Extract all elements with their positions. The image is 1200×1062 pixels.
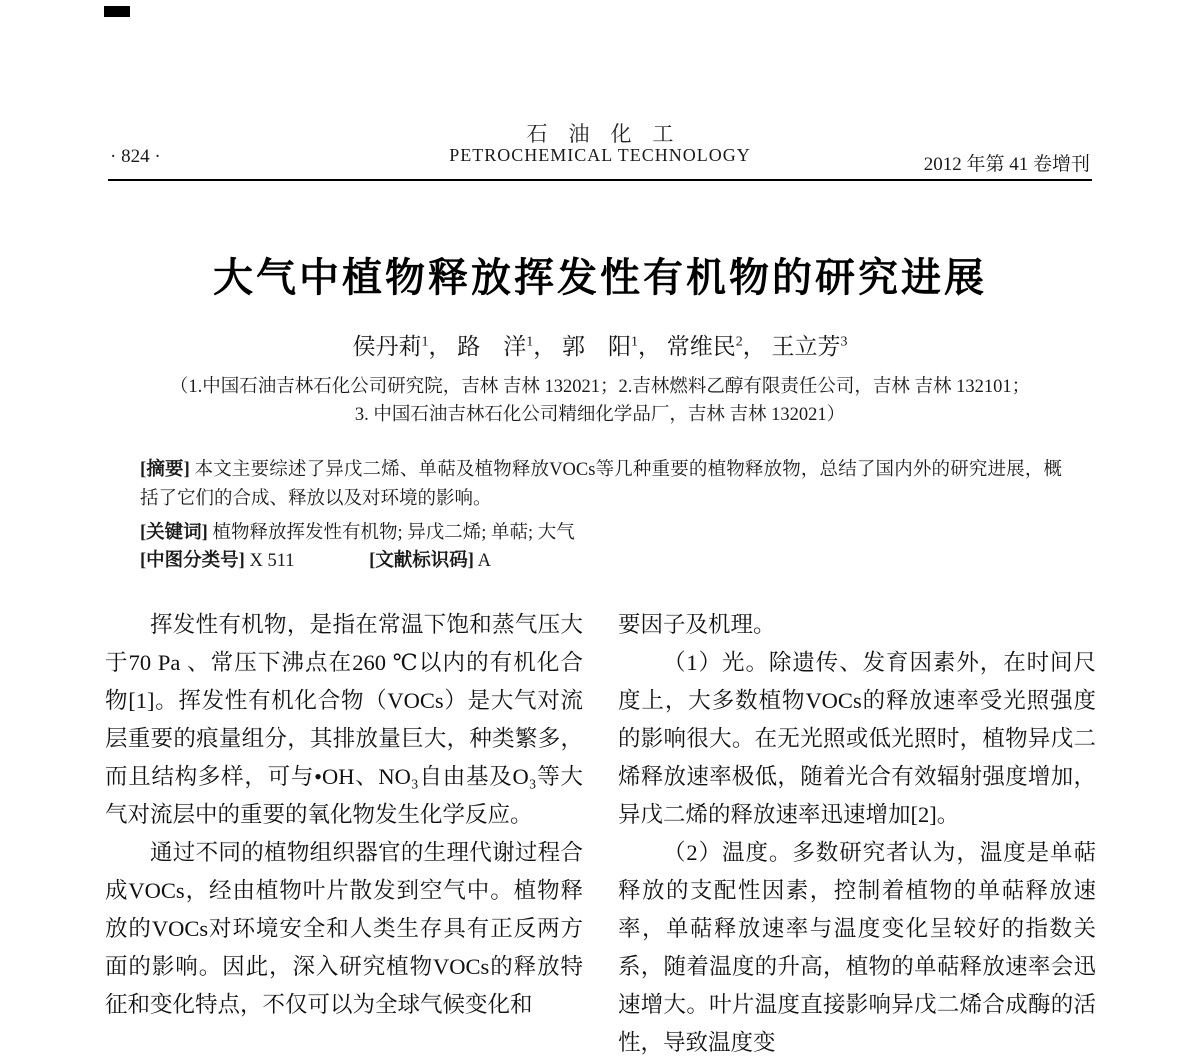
author <box>772 334 848 359</box>
journal-title-english: PETROCHEMICAL TECHNOLOGY <box>449 145 751 165</box>
author-name: 郭 阳 <box>562 334 631 359</box>
doc-code-value: A <box>477 551 491 571</box>
body-left-column <box>105 606 583 1024</box>
author-name: 王立芳 <box>771 334 841 359</box>
clc-line <box>140 546 1062 572</box>
author-name: 常维民 <box>666 334 736 359</box>
journal-title-chinese: 石 油 化 工 <box>526 122 674 146</box>
author-separator: ， <box>533 334 557 359</box>
author <box>667 334 766 359</box>
abstract-block <box>140 456 1062 514</box>
keywords-line <box>140 518 1062 544</box>
author-superscript: 1 <box>631 334 638 350</box>
keywords-text: 植物释放挥发性有机物; 异戊二烯; 单萜; 大气 <box>212 523 575 543</box>
author-superscript: 1 <box>421 334 429 350</box>
article-title: 大气中植物释放挥发性有机物的研究进展 <box>213 256 987 300</box>
author <box>353 334 452 359</box>
issue-info: 2012 年第 41 卷增刊 <box>923 154 1090 175</box>
author-superscript: 1 <box>526 334 534 350</box>
affiliation-line-2: 3. 中国石油吉林石化公司精细化学品厂，吉林 吉林 132021） <box>354 405 846 425</box>
author-separator: ， <box>742 334 766 359</box>
header-rule <box>108 179 1092 181</box>
paragraph: （2）温度。多数研究者认为，温度是单萜释放的支配性因素，控制着植物的单萜释放速率，单萜释放速率与温度变化呈较好的指数关系，随着温度的升高，植物的单萜释放速率会迅速增大。叶片温度直接影响异戊二烯合成酶的活性，导致温度变 <box>618 840 1096 1055</box>
affiliation-line-1: （1.中国石油吉林石化公司研究院，吉林 吉林 132021；2.吉林燃料乙醇有限责任公司，吉林 吉林 132101； <box>169 377 1031 397</box>
clc-value: X 511 <box>249 551 295 571</box>
abstract-label: [摘要] <box>140 460 190 480</box>
author-superscript: 2 <box>735 334 743 350</box>
scan-artifact <box>104 6 130 17</box>
body-right-column <box>618 606 1096 1062</box>
paragraph: （1）光。除遗传、发育因素外，在时间尺度上，大多数植物VOCs的释放速率受光照强度的影响很大。在无光照或低光照时，植物异戊二烯释放速率极低，随着光合有效辐射强度增加，异戊二烯的释放速率迅速增加[2]。 <box>618 650 1096 827</box>
author-separator: ， <box>638 334 661 359</box>
abstract-text: 本文主要综述了异戊二烯、单萜及植物释放VOCs等几种重要的植物释放物，总结了国内外的研究进展，概括了它们的合成、释放以及对环境的影响。 <box>140 460 1063 509</box>
author-name: 路 洋 <box>457 334 527 359</box>
doc-code-label: [文献标识码] <box>369 551 474 571</box>
author-name: 侯丹莉 <box>352 334 422 359</box>
clc-label: [中图分类号] <box>140 551 245 571</box>
paragraph: 挥发性有机物，是指在常温下饱和蒸气压大于70 Pa 、常压下沸点在260 ℃以内的有机化合物[1]。挥发性有机化合物（VOCs）是大气对流层重要的痕量组分，其排放量巨大，种类繁多，而且结构多样，可与•OH、NO₃自由基及O₃等大气对流层中的重要的氧化物发生化学反应。 <box>105 612 583 827</box>
paragraph: 要因子及机理。 <box>618 612 776 637</box>
page-number: · 824 · <box>110 146 161 167</box>
author-superscript: 3 <box>840 334 848 350</box>
author <box>562 334 661 359</box>
author <box>457 334 556 359</box>
keywords-label: [关键词] <box>140 523 208 543</box>
clc-group <box>140 551 299 571</box>
author-separator: ， <box>428 334 452 359</box>
author-line <box>0 328 1200 361</box>
paragraph: 通过不同的植物组织器官的生理代谢过程合成VOCs，经由植物叶片散发到空气中。植物释放的VOCs对环境安全和人类生存具有正反两方面的影响。因此，深入研究植物VOCs的释放特征和变化特点，不仅可以为全球气候变化和 <box>105 840 583 1017</box>
doc-code-group <box>369 551 491 571</box>
